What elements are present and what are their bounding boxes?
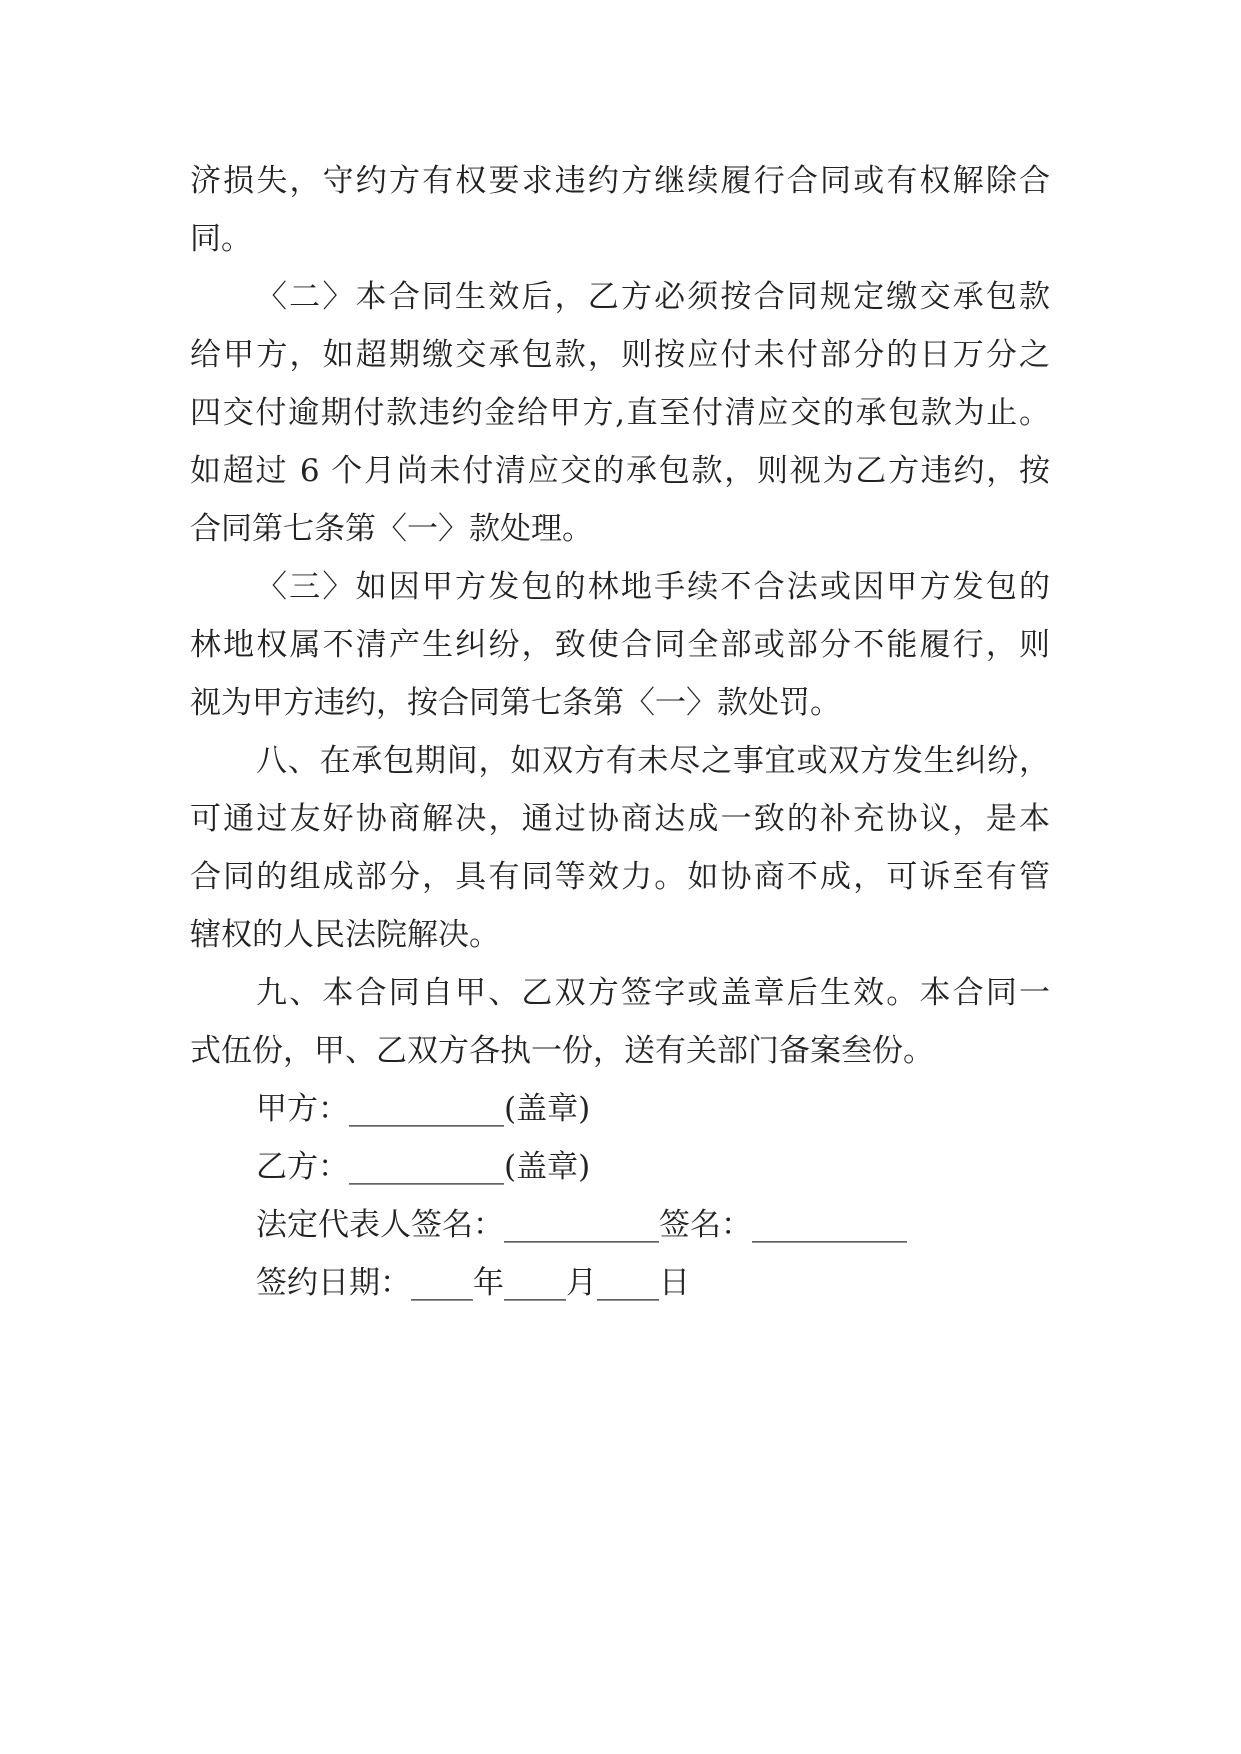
paragraph-article-9 xyxy=(190,964,1050,1080)
text-line: 九、本合同自甲、乙双方签字或盖章后生效。本合同一 xyxy=(256,975,1050,1011)
legal-representative-signature: 法定代表人签名：__________签名：__________ xyxy=(256,1207,907,1243)
text-line: 如超过 6 个月尚未付清应交的承包款，则视为乙方违约，按 xyxy=(190,453,1050,489)
text-line: 辖权的人民法院解决。 xyxy=(190,917,500,953)
text-line: 〈二〉本合同生效后，乙方必须按合同规定缴交承包款 xyxy=(256,279,1050,315)
signature-block xyxy=(190,1080,1050,1312)
paragraph-article-8 xyxy=(190,732,1050,964)
text-line: 八、在承包期间，如双方有未尽之事宜或双方发生纠纷， xyxy=(256,743,1050,779)
text-line: 合同第七条第〈一〉款处理。 xyxy=(190,511,593,547)
text-line: 林地权属不清产生纠纷，致使合同全部或部分不能履行，则 xyxy=(190,627,1050,663)
party-a-signature: 甲方：__________(盖章) xyxy=(256,1091,591,1127)
text-line: 同。 xyxy=(190,221,252,257)
paragraph-continuation xyxy=(190,152,1050,268)
text-line: 济损失，守约方有权要求违约方继续履行合同或有权解除合 xyxy=(190,163,1050,199)
party-b-signature: 乙方：__________(盖章) xyxy=(256,1149,591,1185)
paragraph-clause-7-3 xyxy=(190,558,1050,732)
text-line: 四交付逾期付款违约金给甲方,直至付清应交的承包款为止。 xyxy=(190,395,1050,431)
paragraph-clause-7-2 xyxy=(190,268,1050,558)
text-line: 可通过友好协商解决，通过协商达成一致的补充协议，是本 xyxy=(190,801,1050,837)
signing-date: 签约日期：____年____月____日 xyxy=(256,1265,690,1301)
text-line: 视为甲方违约，按合同第七条第〈一〉款处罚。 xyxy=(190,685,841,721)
contract-page xyxy=(190,152,1050,1312)
text-line: 给甲方，如超期缴交承包款，则按应付未付部分的日万分之 xyxy=(190,337,1050,373)
text-line: 〈三〉如因甲方发包的林地手续不合法或因甲方发包的 xyxy=(256,569,1050,605)
text-line: 式伍份，甲、乙双方各执一份，送有关部门备案叁份。 xyxy=(190,1033,934,1069)
text-line: 合同的组成部分，具有同等效力。如协商不成，可诉至有管 xyxy=(190,859,1050,895)
